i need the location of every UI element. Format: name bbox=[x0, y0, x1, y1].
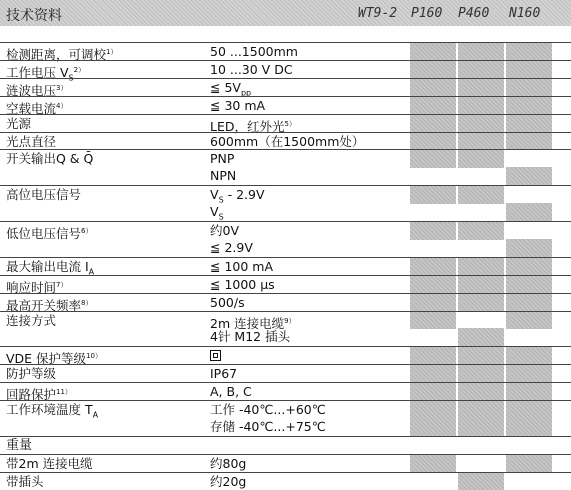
empty-marker bbox=[506, 437, 552, 455]
applies-marker bbox=[458, 276, 504, 294]
spec-value-text: IP67 bbox=[210, 366, 238, 382]
applies-marker bbox=[410, 365, 456, 383]
applies-marker bbox=[458, 383, 504, 401]
spec-label-text: 涟波电压 bbox=[6, 82, 57, 98]
spec-value-text: 约80g bbox=[210, 455, 247, 471]
spec-row bbox=[0, 239, 571, 257]
spec-row bbox=[0, 346, 571, 365]
value-subscript: pp bbox=[240, 88, 252, 98]
applies-marker bbox=[410, 276, 456, 294]
applies-marker bbox=[458, 222, 504, 240]
footnote-ref: 11） bbox=[56, 388, 72, 397]
spec-value bbox=[210, 44, 298, 60]
spec-value-text: NPN bbox=[210, 168, 237, 184]
spec-row bbox=[0, 382, 571, 401]
spec-row bbox=[0, 96, 571, 115]
spec-label bbox=[6, 313, 56, 329]
spec-value bbox=[210, 384, 252, 400]
footnote-ref: 4） bbox=[56, 101, 68, 110]
label-subscript: S bbox=[68, 73, 74, 83]
footnote-ref: 1） bbox=[106, 48, 118, 56]
spec-row bbox=[0, 185, 571, 204]
applies-marker bbox=[410, 222, 456, 240]
applies-marker bbox=[410, 79, 456, 97]
spec-row bbox=[0, 364, 571, 383]
footnote-ref: 3） bbox=[56, 83, 68, 92]
applies-marker bbox=[410, 455, 456, 473]
spec-row bbox=[0, 472, 571, 490]
spec-value bbox=[210, 419, 326, 435]
spec-value-text: V bbox=[210, 187, 219, 203]
spec-label-text: 最大输出电流 I bbox=[6, 258, 89, 274]
empty-marker bbox=[458, 455, 504, 473]
spec-label-text: 连接方式 bbox=[6, 312, 57, 328]
spec-value bbox=[210, 295, 245, 311]
empty-marker bbox=[506, 150, 552, 168]
spec-value-text: ≦ 100 mA bbox=[210, 258, 274, 274]
spec-row bbox=[0, 114, 571, 133]
label-subscript: A bbox=[88, 267, 95, 277]
applies-marker bbox=[506, 203, 552, 221]
applies-marker bbox=[458, 61, 504, 79]
spec-label-text: 工作电压 V bbox=[6, 65, 69, 81]
spec-label bbox=[6, 187, 81, 203]
spec-value-text: ≦ 2.9V bbox=[210, 239, 253, 255]
applies-marker bbox=[506, 258, 552, 276]
spec-row bbox=[0, 203, 571, 221]
spec-label-text: 光点直径 bbox=[6, 133, 57, 149]
spec-value-text: 600mm（在1500mm处） bbox=[210, 133, 365, 149]
applies-marker bbox=[506, 43, 552, 61]
spec-row bbox=[0, 167, 571, 185]
spec-value-text: A, B, C bbox=[210, 384, 252, 400]
spec-value bbox=[210, 456, 246, 472]
applies-marker bbox=[506, 61, 552, 79]
spec-row bbox=[0, 400, 571, 419]
empty-marker bbox=[410, 203, 456, 221]
spec-value-text: V bbox=[210, 204, 219, 220]
header-band bbox=[0, 0, 571, 26]
spec-row bbox=[0, 328, 571, 346]
spec-label bbox=[6, 151, 93, 167]
empty-marker bbox=[506, 328, 552, 346]
empty-marker bbox=[410, 167, 456, 185]
spec-value bbox=[210, 223, 239, 239]
empty-marker bbox=[506, 186, 552, 204]
spec-label-text: 空载电流 bbox=[6, 100, 57, 116]
spec-value bbox=[210, 240, 253, 256]
spec-value-text: 2m 连接电缆 bbox=[210, 315, 285, 331]
applies-marker bbox=[410, 312, 456, 330]
applies-marker bbox=[410, 418, 456, 436]
spec-row bbox=[0, 42, 571, 61]
spec-row bbox=[0, 293, 571, 312]
applies-marker bbox=[410, 115, 456, 133]
footnote-ref: 2） bbox=[73, 65, 86, 74]
spec-row bbox=[0, 275, 571, 294]
applies-marker bbox=[410, 401, 456, 419]
applies-marker bbox=[410, 186, 456, 204]
applies-marker bbox=[458, 97, 504, 115]
empty-marker bbox=[458, 437, 504, 455]
empty-marker bbox=[410, 473, 456, 490]
spec-label bbox=[6, 456, 93, 472]
empty-marker bbox=[410, 437, 456, 455]
spec-label bbox=[6, 116, 31, 132]
footnote-ref: 5） bbox=[284, 119, 296, 128]
spec-label-text: VDE 保护等级 bbox=[6, 351, 87, 367]
applies-marker bbox=[506, 401, 552, 419]
applies-marker bbox=[410, 258, 456, 276]
header-variant-n160: N160 bbox=[509, 6, 541, 21]
applies-marker bbox=[458, 473, 504, 490]
spec-value bbox=[210, 348, 221, 364]
spec-value-text: LED，红外光 bbox=[210, 118, 285, 134]
applies-marker bbox=[506, 239, 552, 257]
spec-value-text: ≦ 1000 μs bbox=[210, 276, 275, 292]
applies-marker bbox=[458, 150, 504, 168]
spec-row bbox=[0, 418, 571, 436]
spec-value bbox=[210, 474, 246, 490]
spec-label bbox=[6, 474, 44, 490]
empty-marker bbox=[506, 222, 552, 240]
spec-value-text: 50 ...1500mm bbox=[210, 44, 298, 59]
applies-marker bbox=[506, 383, 552, 401]
value-subscript: S bbox=[218, 212, 224, 222]
spec-row bbox=[0, 60, 571, 83]
spec-value-text: ≦ 5V bbox=[210, 79, 241, 95]
applies-marker bbox=[410, 61, 456, 79]
spec-value-text: 10 ...30 V DC bbox=[210, 61, 293, 77]
header-variant-p160: P160 bbox=[411, 6, 443, 21]
applies-marker bbox=[458, 365, 504, 383]
applies-marker bbox=[506, 312, 552, 330]
double-insulation-icon bbox=[210, 350, 221, 361]
spec-label-text: 回路保护 bbox=[6, 387, 57, 403]
applies-marker bbox=[506, 365, 552, 383]
spec-label-text: 工作环境温度 T bbox=[6, 402, 93, 417]
footnote-ref: 7） bbox=[56, 280, 68, 289]
label-subscript: A bbox=[92, 410, 99, 420]
applies-marker bbox=[506, 133, 552, 151]
footnote-ref: 9） bbox=[284, 316, 296, 325]
applies-marker bbox=[458, 294, 504, 312]
applies-marker bbox=[458, 43, 504, 61]
applies-marker bbox=[506, 115, 552, 133]
footnote-ref: 10） bbox=[86, 352, 102, 361]
applies-marker bbox=[410, 150, 456, 168]
applies-marker bbox=[410, 43, 456, 61]
empty-marker bbox=[410, 239, 456, 257]
spec-label bbox=[6, 134, 56, 150]
value-subscript: S bbox=[218, 195, 224, 205]
applies-marker bbox=[506, 294, 552, 312]
spec-label bbox=[6, 366, 56, 382]
empty-marker bbox=[458, 203, 504, 221]
applies-marker bbox=[506, 167, 552, 185]
spec-label-text: 带2m 连接电缆 bbox=[6, 455, 93, 471]
spec-value-text: 500/s bbox=[210, 294, 245, 310]
spec-label-text: 低位电压信号 bbox=[6, 226, 82, 242]
applies-marker bbox=[410, 347, 456, 365]
applies-marker bbox=[506, 418, 552, 436]
spec-label-text: 响应时间 bbox=[6, 279, 57, 295]
empty-marker bbox=[458, 312, 504, 330]
spec-row bbox=[0, 311, 571, 330]
applies-marker bbox=[458, 418, 504, 436]
spec-value bbox=[210, 98, 265, 114]
section-title bbox=[6, 438, 32, 454]
spec-value bbox=[210, 259, 273, 275]
spec-row bbox=[0, 149, 571, 168]
empty-marker bbox=[506, 473, 552, 490]
applies-marker bbox=[410, 383, 456, 401]
applies-marker bbox=[410, 294, 456, 312]
spec-label-text: 防护等级 bbox=[6, 366, 57, 382]
spec-value-text: ≦ 30 mA bbox=[210, 97, 266, 113]
spec-value bbox=[210, 62, 293, 78]
applies-marker bbox=[506, 79, 552, 97]
applies-marker bbox=[506, 276, 552, 294]
applies-marker bbox=[458, 115, 504, 133]
spec-row bbox=[0, 454, 571, 473]
spec-value bbox=[210, 277, 275, 293]
spec-value-text: 存储 -40℃...+75℃ bbox=[210, 418, 326, 434]
header-variant-p460: P460 bbox=[458, 6, 490, 21]
spec-value bbox=[210, 366, 237, 382]
spec-label-text: 检测距离，可调校 bbox=[6, 47, 107, 63]
spec-row bbox=[0, 132, 571, 151]
spec-label-text: 最高开关频率 bbox=[6, 297, 82, 313]
spec-value-text: 约20g bbox=[210, 473, 247, 489]
spec-row bbox=[0, 221, 571, 240]
spec-row bbox=[0, 78, 571, 97]
applies-marker bbox=[410, 97, 456, 115]
spec-value-text: 约0V bbox=[210, 223, 240, 238]
applies-marker bbox=[506, 97, 552, 115]
footnote-ref: 8） bbox=[81, 298, 93, 307]
applies-marker bbox=[410, 133, 456, 151]
spec-value-tail: - 2.9V bbox=[223, 187, 265, 203]
spec-label-text: 光源 bbox=[6, 115, 32, 131]
spec-value bbox=[210, 329, 290, 345]
empty-marker bbox=[458, 167, 504, 185]
applies-marker bbox=[506, 455, 552, 473]
spec-value bbox=[210, 151, 234, 167]
spec-value bbox=[210, 168, 236, 184]
spec-value bbox=[210, 402, 326, 418]
applies-marker bbox=[458, 186, 504, 204]
applies-marker bbox=[458, 258, 504, 276]
applies-marker bbox=[506, 347, 552, 365]
header-title: 技术资料 bbox=[6, 8, 62, 24]
spec-label-text: 带插头 bbox=[6, 473, 44, 489]
header-model: WT9-2 bbox=[358, 6, 398, 21]
applies-marker bbox=[458, 328, 504, 346]
applies-marker bbox=[458, 79, 504, 97]
empty-marker bbox=[410, 328, 456, 346]
spec-value-text: PNP bbox=[210, 151, 235, 167]
spec-label-text: 开关输出Q & Q̄ bbox=[6, 151, 94, 167]
section-row bbox=[0, 436, 571, 455]
spec-label-text: 重量 bbox=[6, 437, 33, 453]
spec-label-text: 高位电压信号 bbox=[6, 187, 82, 203]
applies-marker bbox=[458, 133, 504, 151]
footnote-ref: 6） bbox=[81, 227, 93, 235]
spec-value-text: 工作 -40℃...+60℃ bbox=[210, 402, 326, 417]
empty-marker bbox=[458, 239, 504, 257]
applies-marker bbox=[458, 401, 504, 419]
applies-marker bbox=[458, 347, 504, 365]
spec-value bbox=[210, 134, 364, 150]
spec-value-text: 4针 M12 插头 bbox=[210, 329, 291, 345]
spec-row bbox=[0, 257, 571, 276]
